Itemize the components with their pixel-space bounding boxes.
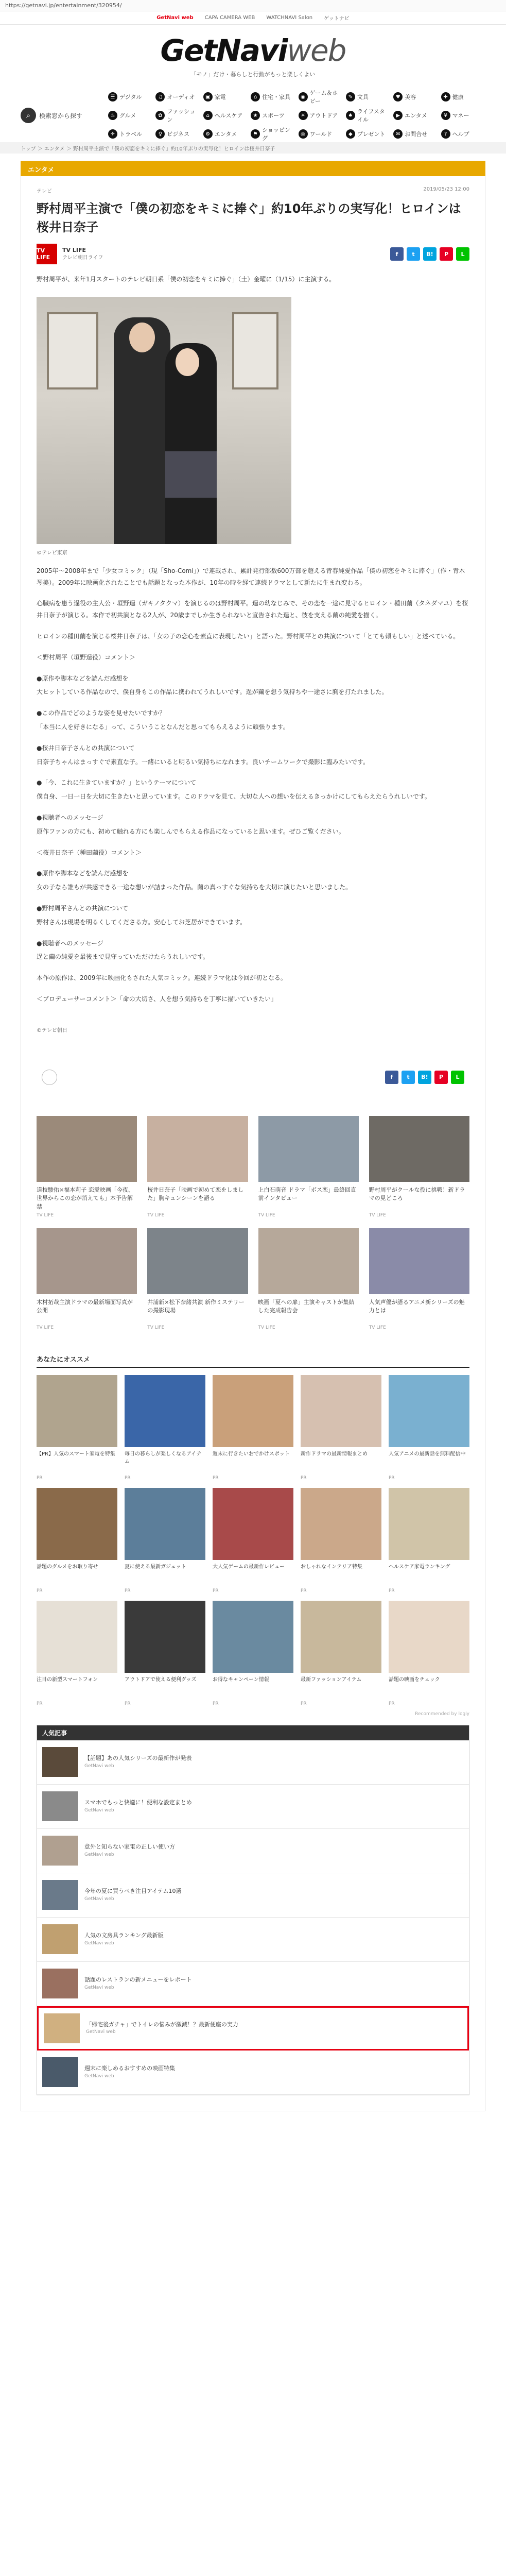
- related-title: 映画「夏への扉」主演キャストが集結した完成報告会: [258, 1298, 355, 1314]
- popular-text: [84, 1843, 175, 1858]
- qa-question: ●視聴者へのメッセージ: [37, 814, 103, 821]
- network-link[interactable]: ゲットナビ: [324, 16, 350, 22]
- related-title: 上白石萌音 ドラマ「ボス恋」最終回直前インタビュー: [258, 1186, 356, 1202]
- article-date: 2019/05/23 12:00: [423, 187, 469, 192]
- recommend-item[interactable]: [213, 1601, 293, 1706]
- nav-item-label: アウトドア: [309, 112, 338, 119]
- related-source: TV LIFE: [37, 1212, 54, 1218]
- popular-title: 話題のレストランの新メニューをレポート: [84, 1976, 192, 1984]
- related-thumbnail: [147, 1116, 248, 1182]
- category-icon: ✚: [441, 92, 450, 101]
- recommend-source: PR: [213, 1475, 219, 1481]
- recommend-thumbnail: [37, 1375, 117, 1447]
- recommend-thumbnail: [301, 1601, 381, 1673]
- nav-item-label: ファッション: [167, 108, 195, 123]
- category-icon: ♥: [393, 92, 403, 101]
- nav-item-label: ライフスタイル: [357, 108, 385, 123]
- recommend-source: PR: [37, 1588, 43, 1594]
- popular-section: [37, 1725, 469, 2095]
- nav-item[interactable]: [299, 126, 343, 142]
- nav-item-label: エンタメ: [214, 131, 237, 138]
- nav-item-label: ゲーム＆ホビー: [309, 90, 338, 105]
- nav-item-label: デジタル: [119, 94, 142, 100]
- qa-answer: 日奈子ちゃんはまっすぐで素直な子。一緒にいると明るい気持ちになれます。良いチームワークで撮影に臨みたいです。: [37, 758, 370, 766]
- qa-block: [37, 652, 469, 664]
- nav-item[interactable]: [393, 126, 438, 142]
- recommend-item[interactable]: [37, 1375, 117, 1481]
- popular-title: 「帰宅後ガチャ」でトイレの悩みが激減！？最新便座の実力: [86, 2021, 238, 2028]
- popular-text: [84, 1976, 192, 1991]
- qa-question: ＜桜井日奈子（種田繭役）コメント＞: [37, 849, 142, 856]
- popular-item[interactable]: [37, 1873, 469, 1918]
- site-tagline: 「モノ」だけ・暮らしと行動がもっと楽しくよい: [190, 71, 316, 78]
- nav-item-label: ショッピング: [262, 127, 290, 142]
- qa-answer: 僕自身、一日一日を大切に生きたいと思っています。このドラマを見て、大切な人への想いを伝えるきっかけにしてもらえたらうれしいです。: [37, 793, 431, 801]
- nav-item-label: オーディオ: [167, 94, 195, 100]
- nav-item[interactable]: [155, 107, 200, 124]
- category-icon: ✿: [155, 111, 165, 120]
- category-icon: ◎: [299, 129, 308, 139]
- article-tag[interactable]: テレビ: [37, 189, 52, 194]
- main-content: [21, 161, 485, 2111]
- related-title: 人気声優が語るアニメ新シリーズの魅力とは: [369, 1298, 465, 1314]
- recommend-thumbnail: [389, 1601, 469, 1673]
- popular-source: GetNavi web: [84, 1985, 114, 1990]
- recommend-source: PR: [125, 1701, 131, 1706]
- popular-item[interactable]: [37, 1785, 469, 1829]
- category-icon: ▣: [203, 92, 213, 101]
- popular-source: GetNavi web: [84, 1807, 114, 1813]
- recommend-thumbnail: [125, 1601, 205, 1673]
- related-articles: [37, 1116, 469, 1330]
- category-icon: ◉: [299, 92, 308, 101]
- qa-block: [37, 868, 469, 893]
- article-credit: ©テレビ朝日: [37, 1027, 67, 1033]
- recommend-title: 人気アニメの最新話を無料配信中: [389, 1451, 466, 1457]
- nav-item-label: お問合せ: [405, 131, 428, 138]
- nav-item[interactable]: [203, 126, 248, 142]
- nav-item[interactable]: [251, 89, 295, 105]
- related-item[interactable]: [147, 1228, 248, 1330]
- popular-text: [84, 1931, 164, 1947]
- category-icon: ⚙: [203, 129, 213, 139]
- related-title: 野村周平がクールな役に挑戦！新ドラマの見どころ: [369, 1186, 465, 1202]
- article-photo: [37, 297, 291, 544]
- share-icon[interactable]: f: [385, 1071, 398, 1084]
- network-link[interactable]: WATCHNAVI Salon: [266, 15, 313, 21]
- article-title: 野村周平主演で「僕の初恋をキミに捧ぐ」約10年ぶりの実写化！ヒロインは桜井日奈子: [37, 201, 461, 234]
- related-source: TV LIFE: [258, 1325, 275, 1330]
- recommend-item[interactable]: [213, 1375, 293, 1481]
- popular-item[interactable]: [37, 1829, 469, 1873]
- nav-item-label: ヘルスケア: [214, 112, 243, 119]
- popular-title: 人気の文房具ランキング最新版: [84, 1932, 164, 1939]
- recommend-title: おしゃれなインテリア特集: [301, 1564, 362, 1570]
- share-buttons-bottom: [385, 1071, 464, 1084]
- recommend-thumbnail: [37, 1488, 117, 1560]
- share-icon[interactable]: B!: [418, 1071, 431, 1084]
- recommend-source: PR: [301, 1475, 307, 1481]
- recommend-heading: あなたにオススメ: [37, 1351, 469, 1368]
- popular-text: [84, 1754, 191, 1770]
- recommend-title: 毎日の暮らしが楽しくなるアイテム: [125, 1451, 202, 1465]
- nav-item[interactable]: [251, 107, 295, 124]
- recommend-thumbnail: [389, 1375, 469, 1447]
- popular-thumbnail: [42, 1969, 78, 1998]
- nav-item-label: 文具: [357, 94, 369, 100]
- share-buttons: [390, 247, 469, 261]
- recommend-title: 週末に行きたいおでかけスポット: [213, 1451, 290, 1457]
- nav-item-label: スポーツ: [262, 112, 285, 119]
- nav-item[interactable]: [251, 126, 295, 142]
- recommend-thumbnail: [213, 1601, 293, 1673]
- search-icon: ⌕: [21, 108, 36, 123]
- popular-title: 週末に楽しめるおすすめの映画特集: [84, 2065, 176, 2072]
- category-icon: ▶: [393, 111, 403, 120]
- nav-item[interactable]: [155, 89, 200, 105]
- nav-item[interactable]: [393, 89, 438, 105]
- category-header: エンタメ: [21, 161, 485, 176]
- category-icon: ⚑: [251, 129, 260, 139]
- category-icon: ¥: [441, 111, 450, 120]
- recommend-title: 話題のグルメをお取り寄せ: [37, 1564, 98, 1570]
- recommend-title: 新作ドラマの最新情報まとめ: [301, 1451, 368, 1457]
- recommend-item[interactable]: [37, 1488, 117, 1594]
- recommend-title: 夏に使える最新ガジェット: [125, 1564, 186, 1570]
- recommend-source: PR: [389, 1588, 395, 1594]
- nav-item-label: ビジネス: [167, 131, 190, 138]
- nav-item[interactable]: [155, 126, 200, 142]
- related-item[interactable]: [258, 1228, 359, 1330]
- popular-thumbnail: [42, 1924, 78, 1954]
- article-closing: [37, 972, 469, 1005]
- related-thumbnail: [369, 1116, 469, 1182]
- nav-item-label: 健康: [452, 94, 464, 100]
- source-logo[interactable]: TV LIFE: [37, 244, 57, 264]
- share-icon[interactable]: t: [402, 1071, 415, 1084]
- popular-source: GetNavi web: [84, 1763, 114, 1769]
- popular-title: 【話題】あの人気シリーズの最新作が発表: [84, 1755, 192, 1762]
- related-thumbnail: [258, 1116, 359, 1182]
- related-thumbnail: [37, 1228, 137, 1294]
- popular-text: [86, 2021, 238, 2036]
- popular-item[interactable]: [37, 2050, 469, 2095]
- category-icon: ✉: [393, 129, 403, 139]
- recommend-source: PR: [125, 1588, 131, 1594]
- recommend-thumbnail: [213, 1488, 293, 1560]
- qa-question: ●視聴者へのメッセージ: [37, 939, 103, 947]
- category-icon: ♠: [346, 111, 355, 120]
- recommend-item[interactable]: [301, 1375, 381, 1481]
- article-body: [37, 565, 469, 642]
- related-title: 木村拓哉主演ドラマの最新場面写真が公開: [37, 1298, 133, 1314]
- recommend-thumbnail: [301, 1375, 381, 1447]
- category-icon: ⌂: [251, 92, 260, 101]
- recommend-source: PR: [389, 1475, 395, 1481]
- nav-item[interactable]: [108, 126, 152, 142]
- recommend-title: 注目の新型スマートフォン: [37, 1676, 98, 1683]
- qa-question: ●原作や脚本などを読んだ感想を: [37, 870, 129, 877]
- nav-grid: [108, 89, 485, 142]
- qa-block: [37, 903, 469, 928]
- recommend-section: [37, 1351, 469, 1717]
- network-link[interactable]: GetNavi web: [156, 15, 194, 21]
- article-paragraph: ヒロインの種田繭を演じる桜井日奈子は、「女の子の恋心を素直に表現したい」と語った。野村周平との共演について「とても頼もしい」と述べている。: [37, 632, 460, 640]
- related-item[interactable]: [147, 1116, 248, 1218]
- related-source: TV LIFE: [147, 1325, 165, 1330]
- related-title: 桜井日奈子「映画で初めて恋をしました」胸キュンシーンを語る: [147, 1186, 244, 1202]
- nav-item[interactable]: [346, 89, 390, 105]
- nav-item[interactable]: [299, 89, 343, 105]
- qa-answer: 原作ファンの方にも、初めて触れる方にも楽しんでもらえる作品になっていると思います。ぜひご覧ください。: [37, 827, 345, 835]
- nav-item[interactable]: [299, 107, 343, 124]
- prev-icon[interactable]: [42, 1070, 57, 1085]
- category-icon: ♀: [155, 129, 165, 139]
- popular-thumbnail: [42, 2057, 78, 2087]
- popular-thumbnail: [42, 1880, 78, 1910]
- popular-thumbnail: [42, 1836, 78, 1866]
- popular-title: 意外と知らない家電の正しい使い方: [84, 1843, 175, 1851]
- category-icon: ?: [441, 129, 450, 139]
- recommend-thumbnail: [125, 1488, 205, 1560]
- recommend-thumbnail: [37, 1601, 117, 1673]
- share-icon[interactable]: L: [456, 247, 469, 261]
- closing-paragraph: 本作の原作は、2009年に映画化もされた人気コミック。連続ドラマ化は今回が初となる。: [37, 974, 287, 982]
- recommend-thumbnail: [213, 1375, 293, 1447]
- related-item[interactable]: [369, 1228, 469, 1330]
- category-icon: ♫: [155, 92, 165, 101]
- share-icon[interactable]: f: [390, 247, 404, 261]
- category-icon: ⌂: [203, 111, 213, 120]
- recommend-source: PR: [389, 1701, 395, 1706]
- related-item[interactable]: [37, 1228, 137, 1330]
- nav-item[interactable]: [203, 107, 248, 124]
- nav-item[interactable]: [441, 107, 485, 124]
- bottom-share-bar: [37, 1070, 469, 1085]
- related-source: TV LIFE: [147, 1212, 165, 1218]
- recommend-item[interactable]: [389, 1488, 469, 1594]
- qa-question: ●原作や脚本などを読んだ感想を: [37, 674, 129, 682]
- category-icon: ◆: [346, 129, 355, 139]
- source-name: TV LIFE: [62, 247, 86, 253]
- search-button[interactable]: [21, 89, 108, 142]
- recommend-source: PR: [37, 1701, 43, 1706]
- recommend-item[interactable]: [389, 1601, 469, 1706]
- related-source: TV LIFE: [369, 1212, 386, 1218]
- recommend-thumbnail: [125, 1375, 205, 1447]
- closing-paragraph: ＜プロデューサーコメント＞「命の大切さ、人を想う気持ちを丁寧に描いていきたい」: [37, 995, 277, 1003]
- recommend-item[interactable]: [37, 1601, 117, 1706]
- popular-text: [84, 1887, 181, 1903]
- share-icon[interactable]: B!: [423, 247, 437, 261]
- nav-item-label: トラベル: [119, 131, 142, 138]
- qa-block: [37, 707, 469, 733]
- recommend-source: PR: [213, 1588, 219, 1594]
- nav-item[interactable]: [346, 107, 390, 124]
- qa-question: ●野村周平さんとの共演について: [37, 904, 129, 912]
- category-icon: ★: [251, 111, 260, 120]
- network-link[interactable]: CAPA CAMERA WEB: [204, 15, 255, 21]
- nav-item-label: 家電: [214, 94, 226, 100]
- related-thumbnail: [37, 1116, 137, 1182]
- category-nav: [0, 87, 506, 142]
- popular-item[interactable]: [37, 1740, 469, 1785]
- related-item[interactable]: [37, 1116, 137, 1218]
- recommend-item[interactable]: [301, 1601, 381, 1706]
- url-bar[interactable]: [0, 0, 506, 11]
- recommend-item[interactable]: [389, 1375, 469, 1481]
- related-thumbnail: [369, 1228, 469, 1294]
- popular-heading: 人気記事: [37, 1725, 469, 1740]
- article: [21, 176, 485, 2111]
- nav-item[interactable]: [393, 107, 438, 124]
- qa-block: [37, 938, 469, 963]
- recommend-item[interactable]: [125, 1601, 205, 1706]
- popular-thumbnail: [42, 1791, 78, 1821]
- nav-item[interactable]: [346, 126, 390, 142]
- share-icon[interactable]: P: [434, 1071, 448, 1084]
- qa-block: [37, 673, 469, 699]
- qa-block: [37, 742, 469, 768]
- url-text: https://getnavi.jp/entertainment/320954/: [5, 2, 122, 9]
- recommend-source: PR: [301, 1588, 307, 1594]
- popular-text: [84, 2064, 175, 2080]
- recommend-item[interactable]: [125, 1375, 205, 1481]
- source-sub: テレビ朝日ライフ: [62, 255, 103, 261]
- popular-item[interactable]: [37, 2006, 469, 2050]
- popular-source: GetNavi web: [84, 1940, 114, 1946]
- qa-block: [37, 777, 469, 803]
- popular-item[interactable]: [37, 1962, 469, 2006]
- nav-item[interactable]: [441, 126, 485, 142]
- category-icon: ✈: [108, 129, 117, 139]
- recommend-title: アウトドアで使える便利グッズ: [125, 1676, 197, 1683]
- byline: [37, 244, 469, 264]
- qa-question: ＜野村周平（垣野逞役）コメント＞: [37, 653, 136, 661]
- popular-text: [84, 1799, 192, 1814]
- recommend-title: 大人気ゲームの最新作レビュー: [213, 1564, 285, 1570]
- site-header: [0, 25, 506, 87]
- qa-question: ●この作品でどのような姿を見せたいですか？: [37, 709, 166, 717]
- category-icon: ✎: [346, 92, 355, 101]
- popular-item[interactable]: [37, 1918, 469, 1962]
- qa-block: [37, 812, 469, 838]
- popular-source: GetNavi web: [84, 2073, 114, 2079]
- related-item[interactable]: [369, 1116, 469, 1218]
- popular-thumbnail: [44, 2013, 80, 2043]
- search-label: 検索窓から探す: [39, 112, 83, 120]
- popular-title: スマホでもっと快適に！便利な設定まとめ: [84, 1799, 192, 1806]
- nav-item-label: ヘルプ: [452, 131, 469, 138]
- nav-item[interactable]: [108, 89, 152, 105]
- related-source: TV LIFE: [37, 1325, 54, 1330]
- recommend-title: ヘルスケア家電ランキング: [389, 1564, 450, 1570]
- recommend-title: 最新ファッションアイテム: [301, 1676, 362, 1683]
- qa-block: [37, 847, 469, 859]
- nav-item[interactable]: [203, 89, 248, 105]
- qa-answer: 逞と繭の純愛を最後まで見守っていただけたらうれしいです。: [37, 953, 210, 961]
- category-icon: ☀: [299, 111, 308, 120]
- article-paragraph: 心臓病を患う逞役の主人公・垣野逞（ガキノタクマ）を演じるのは野村周平。逞の幼なじみで、その恋を一途に見守るヒロイン・種田繭（タネダマユ）を桜井日奈子が演じる。本作で初共演となる2人が、20歳までしか生きられないと宣告された逞と、彼を支える繭の純愛を描く。: [37, 600, 468, 619]
- category-icon: ☰: [108, 92, 117, 101]
- related-title: 道枝駿佑×福本莉子 恋愛映画「今夜、世界からこの恋が消えても」本予告解禁: [37, 1186, 134, 1210]
- qa-question: ●桜井日奈子さんとの共演について: [37, 744, 135, 752]
- share-icon[interactable]: L: [451, 1071, 464, 1084]
- breadcrumb: トップ ＞ エンタメ ＞ 野村周平主演で「僕の初恋をキミに捧ぐ」約10年ぶりの実写化！ヒロインは桜井日奈子: [0, 142, 506, 154]
- share-icon[interactable]: t: [407, 247, 420, 261]
- interview-section: [37, 652, 469, 963]
- nav-item-label: グルメ: [119, 112, 136, 119]
- recommend-thumbnail: [301, 1488, 381, 1560]
- qa-answer: 女の子なら誰もが共感できる一途な想いが詰まった作品。繭の真っすぐな気持ちを大切に演じたいと思いました。: [37, 884, 352, 891]
- photo-caption: ©テレビ東京: [37, 550, 67, 556]
- popular-title: 今年の夏に買うべき注目アイテム10選: [84, 1888, 182, 1895]
- popular-thumbnail: [42, 1747, 78, 1777]
- recommend-title: 【PR】人気のスマート家電を特集: [37, 1451, 115, 1457]
- qa-question: ●「今、これに生きていますか？」というテーマについて: [37, 779, 197, 787]
- recommend-source: PR: [37, 1475, 43, 1481]
- nav-item-label: 住宅・家具: [262, 94, 291, 100]
- related-source: TV LIFE: [369, 1325, 386, 1330]
- article-lede: 野村周平が、来年1月スタートのテレビ朝日系「僕の初恋をキミに捧ぐ」（土）金曜に（1/15）に主演する。: [37, 276, 336, 283]
- recommend-item[interactable]: [125, 1488, 205, 1594]
- share-icon[interactable]: P: [440, 247, 453, 261]
- related-item[interactable]: [258, 1116, 359, 1218]
- related-thumbnail: [258, 1228, 359, 1294]
- recommend-item[interactable]: [213, 1488, 293, 1594]
- recommend-thumbnail: [389, 1488, 469, 1560]
- popular-source: GetNavi web: [84, 1896, 114, 1902]
- related-source: TV LIFE: [258, 1212, 275, 1218]
- network-bar: [0, 11, 506, 25]
- nav-item-label: ワールド: [309, 131, 333, 138]
- recommend-title: お得なキャンペーン情報: [213, 1676, 269, 1683]
- recommend-source: PR: [301, 1701, 307, 1706]
- popular-source: GetNavi web: [84, 1852, 114, 1857]
- site-logo[interactable]: GetNaviweb: [160, 33, 346, 68]
- qa-answer: 大ヒットしている作品なので、僕自身もこの作品に携われてうれしいです。逞が繭を想う気持ちや一途さに胸を打たれました。: [37, 688, 388, 696]
- nav-item-label: 美容: [405, 94, 416, 100]
- recommend-item[interactable]: [301, 1488, 381, 1594]
- recommend-title: 話題の映画をチェック: [389, 1676, 440, 1683]
- ad-note: Recommended by logly: [415, 1711, 469, 1717]
- nav-item[interactable]: [108, 107, 152, 124]
- recommend-source: PR: [125, 1475, 131, 1481]
- nav-item-label: プレゼント: [357, 131, 386, 138]
- nav-item-label: エンタメ: [405, 112, 427, 119]
- qa-answer: 「本当に人を好きになる」って、こういうことなんだと思ってもらえるように頑張ります。: [37, 723, 289, 731]
- related-title: 井浦新×松下奈緒共演 新作ミステリーの撮影現場: [147, 1298, 245, 1314]
- article-paragraph: 2005年～2008年まで「少女コミック」（現「Sho-Comi」）で連載され、累計発行部数600万部を超える青春純愛作品「僕の初恋をキミに捧ぐ」（作・青木琴美）。2009年に映画化されたことでも話題となった本作が、10年の時を経て連続ドラマとして新たに生まれ変わる。: [37, 567, 465, 586]
- popular-source: GetNavi web: [86, 2029, 116, 2035]
- related-thumbnail: [147, 1228, 248, 1294]
- nav-item-label: マネー: [452, 112, 469, 119]
- category-icon: ♨: [108, 111, 117, 120]
- recommend-source: PR: [213, 1701, 219, 1706]
- qa-answer: 野村さんは現場を明るくしてくださる方。安心してお芝居ができています。: [37, 918, 247, 926]
- nav-item[interactable]: [441, 89, 485, 105]
